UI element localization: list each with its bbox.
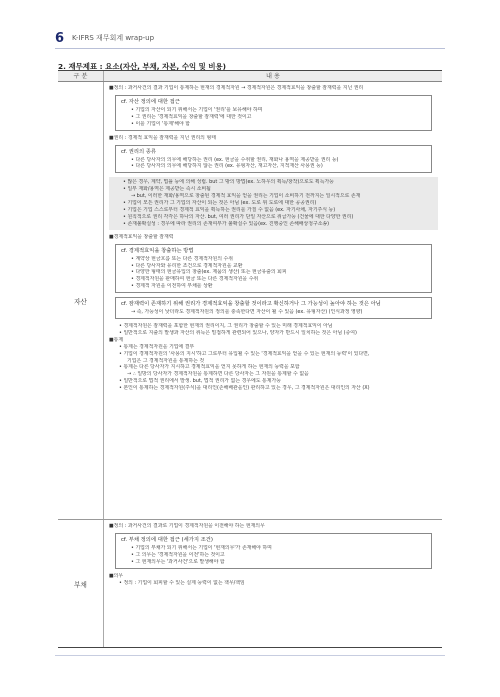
- text-line: • 원칙적으로 권리 각각은 하나의 자산. but, 여러 권리가 단일 자산으로 취급가능 (건물에 대한 다양한 권리): [123, 213, 354, 220]
- text-line: → ∴ 일방의 당사자가 경제적자원을 통제하면 다른 당사자는 그 자원을 통제할 수 없음: [127, 371, 309, 378]
- column-header-category: 구 분: [58, 71, 104, 81]
- text-line: • 그 현재의무는 '과거사건'으로 발생해야 함: [131, 558, 225, 565]
- text-line: • 존재불확실성 : 경우에 따라 권리의 존재여부가 불확실수 있음(ex. 진행중인 존해배상청구소송): [123, 220, 330, 227]
- text-line: • 기업이 경제적자원의 '사용의 지시'하고 그로부터 유입될 수 있는 '경제적효익을 얻을 수 있는 현재의 능력'이 있다면,: [119, 350, 370, 357]
- text-line: ■정의 : 과거사건의 결과 기업이 통제하는 현재의 경제적자원 → 경제적자원은 경제적효익을 창출할 잠재력을 지닌 권리: [109, 85, 364, 91]
- note-box: [115, 297, 432, 319]
- table-row-liability: [58, 520, 442, 647]
- note-box-title: cf. 부채 정의에 대한 접근 (세가지 조건): [121, 536, 213, 543]
- text-line: • 다른 당사자와 유리한 조건으로 경제적자원을 교환: [131, 262, 243, 269]
- running-header: [55, 30, 154, 46]
- section-title: 2. 재무제표 : 요소(자산, 부채, 자본, 수익 및 비용): [58, 62, 227, 71]
- note-box-title: cf. 경제적효익을 창출하는 방법: [121, 247, 194, 254]
- table-header: [58, 71, 442, 82]
- text-line: • 통제는 다른 당사자가 지시하고 경제적효익을 얻지 못하게 하는 현재의 능력을 포함: [119, 364, 300, 371]
- note-box: [115, 244, 432, 294]
- row-label-liability: 부채: [58, 520, 104, 647]
- text-line: ■정의 : 과거사건의 결과로 기업이 경제적자원을 이전해야 하는 현재의무: [109, 523, 265, 529]
- row-content-asset: [104, 82, 442, 519]
- text-line: → but, 이러한 재화/용역으로 창출된 경제적 효익을 얻을 권리는 기업이 소비하기 전까지는 일시적으로 존재: [131, 193, 361, 200]
- text-line: • 다양한 형태의 현금유입의 창출(ex. 제품의 생산) 또는 현금유출의 회피: [131, 269, 287, 276]
- note-box-title: cf. 자산 정의에 대한 접근: [121, 98, 180, 105]
- text-line: ■통제: [109, 336, 124, 343]
- text-line: • 다른 당사자의 의무에 해당하는 권리 (ex. 현금을 수취할 권리, 재화나 용역을 제공받을 권리 등): [131, 156, 339, 163]
- text-line: • 기업의 자산이 되기 위해서는 기업이 '권리'를 보유해야 하며: [131, 106, 263, 113]
- text-line: • 다른 당사자의 의무에 해당하지 않는 권리 (ex. 유형자산, 재고자산, 지적재산 사용권 등): [131, 163, 323, 170]
- row-label-asset: 자산: [58, 82, 104, 519]
- text-line: • 계약상 현금흐름 또는 다른 경제적자원의 수취: [131, 255, 233, 262]
- text-line: → 즉, 가능성이 낮더라도 경제적자원의 정의를 충족한다면 자산이 될 수 있음 (ex. 유형자산) (인식과정 영향): [131, 309, 363, 316]
- text-line: • 본인이 통제하는 경제적자원(주식)을 대리인(손해배관을인) 관리하고 있는 경우, 그 경제적자원은 대리인의 자산 (X): [119, 385, 370, 392]
- row-content-liability: [104, 520, 442, 647]
- header-divider: [55, 48, 445, 49]
- page-number: 6: [55, 30, 65, 46]
- text-line: 기업은 그 경제적자원을 통제하는 것: [127, 357, 205, 364]
- note-box-title: cf. 잠재력이 존재하기 위해 권리가 경제적효익을 창출할 것이라고 확신하거나 그 가능성이 높아야 하는 것은 아님: [121, 301, 381, 308]
- note-box-title: cf. 권리의 종류: [121, 148, 157, 155]
- note-box: [115, 533, 432, 569]
- text-line: ■경제적효익을 창출할 잠재력: [109, 233, 174, 240]
- text-line: • 통제는 경제적자원을 기업에 결부: [119, 343, 195, 350]
- text-line: • 일반적으로 지출의 발생과 자산의 취득은 밀접하게 관련되어 있으나, 양자가 반드시 일치하는 것은 아님 (증여): [119, 329, 357, 336]
- text-line: • 경제적자원은 잠재력을 포함한 현재의 권리이지, 그 권리가 창출할 수 있는 미래 경제적효익이 아님: [119, 323, 333, 330]
- note-box: [115, 145, 432, 174]
- text-line: • 정의 : 기업이 회피할 수 있는 실제 능력이 없는 책무/책임: [119, 579, 245, 586]
- content-table: [58, 70, 442, 648]
- text-line: • 일반적으로 법적 권리에서 발생. but, 법적 권리가 없는 경우에도 통제가능: [119, 378, 281, 385]
- text-line: • 그 권리는 '경제적효익을 창출할 잠재력'에 대한 것이고: [131, 113, 252, 120]
- text-line: • 기업의 부채가 되기 위해서는 기업이 '현재의무'가 존재해야 하며: [131, 544, 272, 551]
- note-box: [115, 95, 432, 131]
- table-row-asset: [58, 82, 442, 520]
- column-header-content: 내 용: [266, 73, 280, 80]
- text-line: • 기업이 모든 권리가 그 기업의 자산이 되는 것은 아님 (ex. 도로 위 도로에 대한 공공권리): [123, 200, 317, 207]
- text-line: • 경제적 자원을 이전하여 부채를 상환: [131, 283, 213, 290]
- text-line: • 경제적자원을 판매하여 현금 또는 다른 경제적자원을 수취: [131, 276, 259, 283]
- text-line: ■의무: [109, 572, 124, 579]
- shaded-note: [109, 177, 438, 229]
- text-line: ■권리 : 경제적 효익을 잠재력을 지닌 권리의 형태: [109, 134, 216, 141]
- book-title: K-IFRS 재무회계 wrap-up: [72, 34, 155, 42]
- text-line: • 일부 재화/용역은 제공받는 즉시 소비됨: [123, 186, 211, 193]
- footer-divider: [55, 655, 445, 656]
- text-line: • 그 의무는 '경제적자원을 이전'하는 것이고: [131, 551, 225, 558]
- text-line: • 이를 기업이 '통제'해야 함: [131, 120, 191, 127]
- text-line: • 많은 경우, 계약, 법률 등에 의해 성립. but 그 밖의 방법(ex. 노하우의 획득/창작)으로도 획득가능: [123, 179, 334, 186]
- text-line: • 기업은 기업 스스로부터 경제적 효익을 획득하는 권리를 가질 수 없음 (ex. 자기사채, 자기주식 등): [123, 206, 336, 213]
